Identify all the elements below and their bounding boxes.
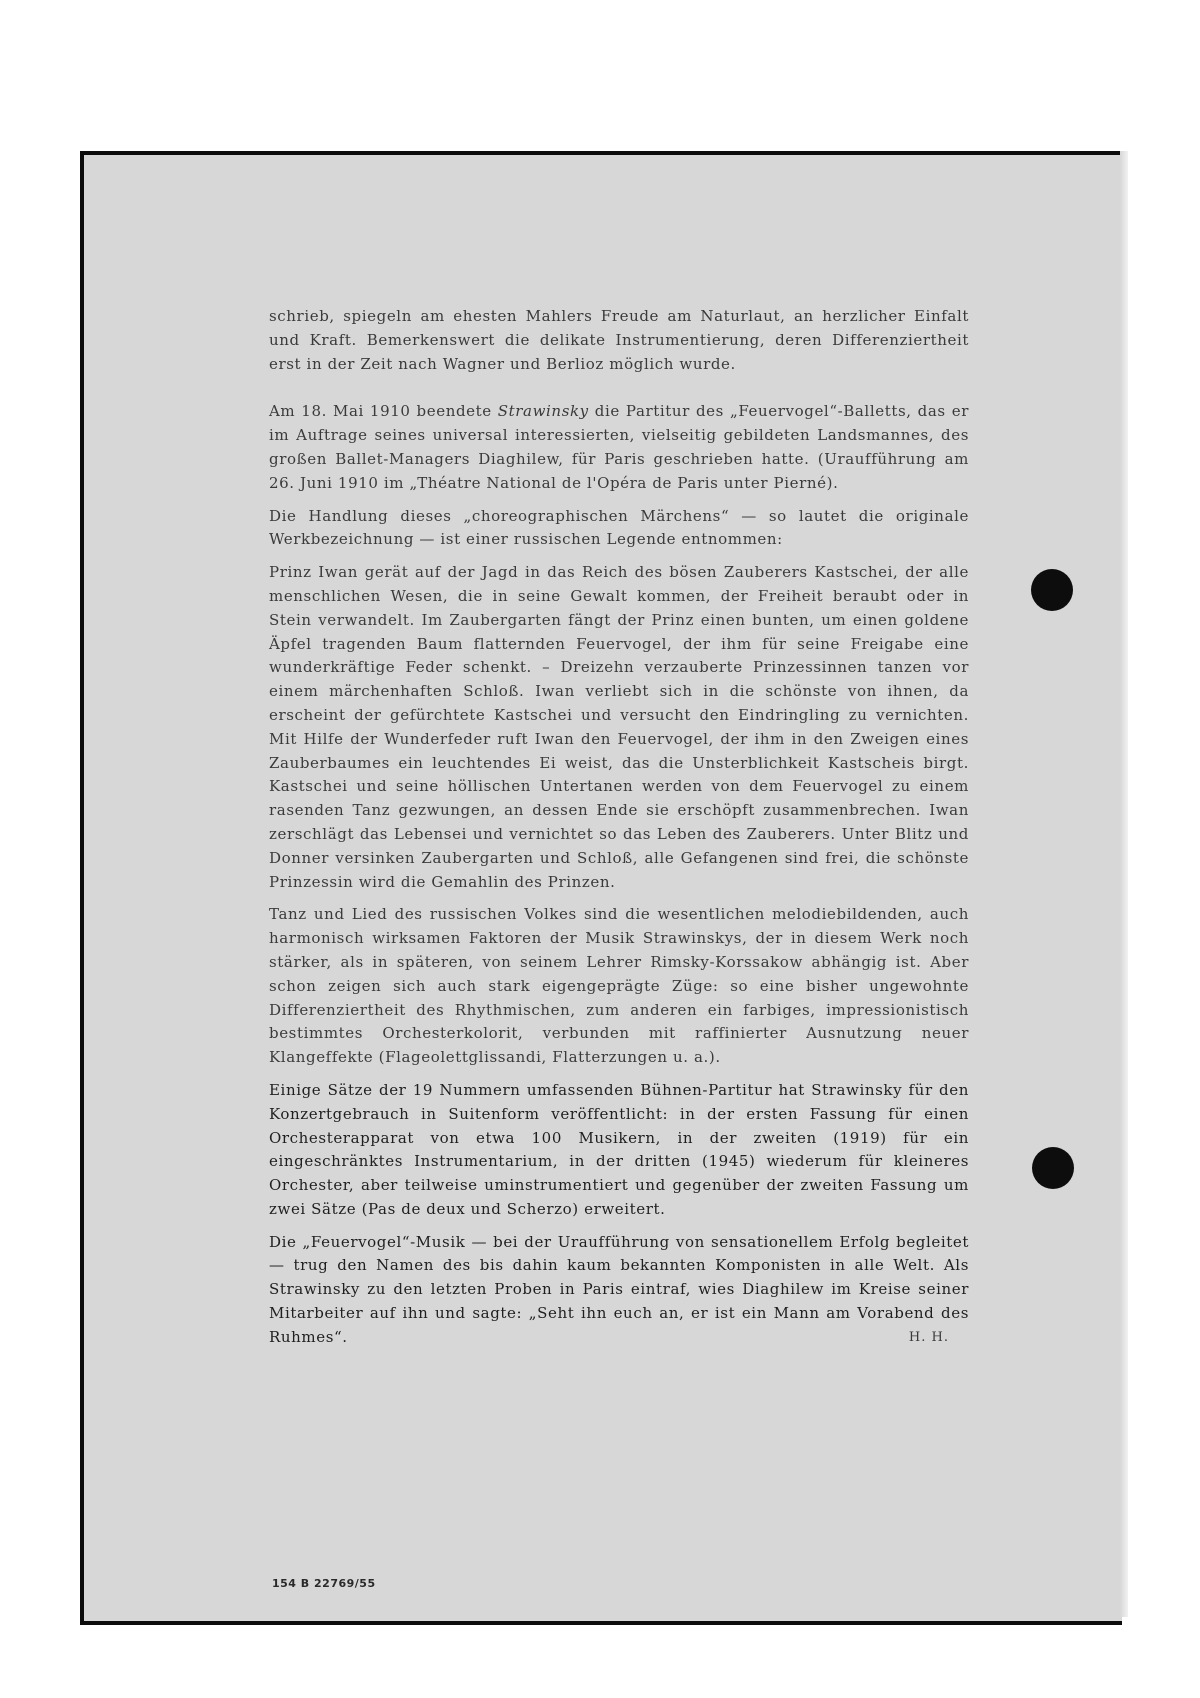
paragraph-music-analysis: Tanz und Lied des russischen Volkes sind die wesentlichen melodiebildenden, auch harmonisch wirksamen Faktoren der Musik Strawinskys, der in diesem Werk noch stärker, als in späteren, von seinem Lehrer Rimsky-Korssakow abhängig ist. Aber schon zeigen sich auch stark eigengeprägte Züge: so eine bisher ungewohnte Differenziertheit des Rhythmischen, zum anderen ein farbiges, impressionistisch bestimmtes Orchesterkolorit, verbunden mit raffinierter Ausnutzung neuer Klangeffekte (Flageolettglissandi, Flatterzungen u. a.).: [269, 905, 969, 1067]
paragraph-plot-summary: Prinz Iwan gerät auf der Jagd in das Reich des bösen Zauberers Kastschei, der alle menschlichen Wesen, die in seine Gewalt kommen, der Freiheit beraubt oder in Stein verwandelt. Im Zaubergarten fängt der Prinz einen bunten, um einen goldene Äpfel tragenden Baum flatternden Feuervogel, der ihm für seine Freigabe eine wunderkräftige Feder schenkt. – Dreizehn verzauberte Prinzessinnen tanzen vor einem märchenhaften Schloß. Iwan verliebt sich in die schönste von ihnen, da erscheint der gefürchtete Kastschei und versucht den Eindringling zu vernichten. Mit Hilfe der Wunderfeder ruft Iwan den Feuervogel, der ihm in den Zweigen eines Zauberbaumes ein leuchtendes Ei weist, das die Unsterblichkeit Kastscheis birgt. Kastschei und seine höllischen Untertanen werden von dem Feuervogel zu einem rasenden Tanz gezwungen, an dessen Ende sie erschöpft zusammenbrechen. Iwan zerschlägt das Lebensei und vernichtet so das Leben des Zauberers. Unter Blitz und Donner versinken Zaubergarten und Schloß, alle Gefangenen sind frei, die schönste Prinzessin wird die Gemahlin des Prinzen.: [269, 563, 969, 891]
page-sheet: [80, 151, 1122, 1625]
paragraph-strawinsky-intro-start: Am 18. Mai 1910 beendete: [269, 402, 498, 421]
print-code: 154 B 22769/55: [272, 1577, 376, 1590]
paragraph-strawinsky-intro-end: die Partitur des „Feuervogel“-Balletts, das er im Auftrage seines universal interessierten, vielseitig gebildeten Landsmannes, des großen Ballet-Managers Diaghilew, für Paris geschrieben hatte. (Uraufführung am 26. Juni 1910 im „Théatre National de l'Opéra de Paris unter Pierné).: [269, 402, 969, 492]
punch-hole-upper: [1031, 569, 1073, 611]
paragraph-suite-versions: Einige Sätze der 19 Nummern umfassenden Bühnen-Partitur hat Strawinsky für den Konzertgebrauch in Suitenform veröffentlicht: in der ersten Fassung für einen Orchesterapparat von etwa 100 Musikern, in der zweiten (1919) für ein eingeschränktes Instrumentarium, in der dritten (1945) wiederum für kleineres Orchester, aber teilweise uminstrumentiert und gegenüber der zweiten Fassung um zwei Sätze (Pas de deux und Scherzo) erweitert.: [269, 1080, 969, 1218]
paragraph-reception: [269, 1231, 969, 1350]
composer-name-emphasis: Strawinsky: [497, 402, 589, 421]
punch-hole-lower: [1032, 1147, 1074, 1189]
body-text: [269, 305, 969, 1359]
paragraph-plot-intro: Die Handlung dieses „choreographischen Märchens“ — so lautet die originale Werkbezeichnung — ist einer russischen Legende entnommen:: [269, 506, 969, 549]
paragraph-strawinsky-intro: [269, 400, 969, 495]
author-initials: H. H.: [908, 1329, 949, 1345]
paragraph-mahler-continuation: schrieb, spiegeln am ehesten Mahlers Freude am Naturlaut, an herzlicher Einfalt und Kraft. Bemerkenswert die delikate Instrumentierung, deren Differenziertheit erst in der Zeit nach Wagner und Berlioz möglich wurde.: [269, 307, 969, 373]
paragraph-reception-text: Die „Feuervogel“-Musik — bei der Uraufführung von sensationellem Erfolg begleitet — trug den Namen des bis dahin kaum bekannten Komponisten in alle Welt. Als Strawinsky zu den letzten Proben in Paris eintraf, wies Diaghilew im Kreise seiner Mitarbeiter auf ihn und sagte: „Seht ihn euch an, er ist ein Mann am Vorabend des Ruhmes“.: [269, 1232, 969, 1346]
